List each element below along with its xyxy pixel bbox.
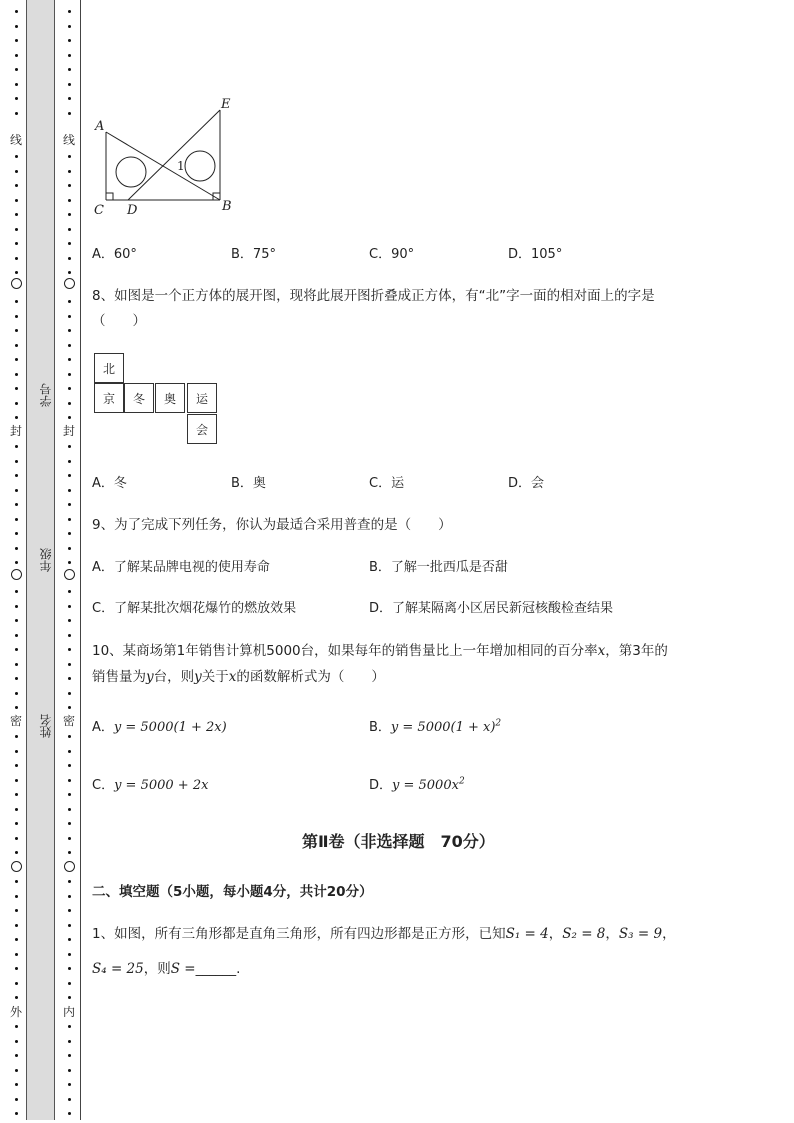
net-cell-bottom: 会	[187, 414, 217, 444]
inner-dot	[68, 184, 71, 187]
inner-dot	[68, 880, 71, 883]
outer-dot	[15, 518, 18, 521]
outer-binding-hole-circle	[11, 278, 22, 289]
inner-dot	[68, 677, 71, 680]
inner-dot	[68, 822, 71, 825]
q9-option-b[interactable]: B．了解一批西瓜是否甜	[369, 560, 508, 575]
inner-binding-line	[80, 0, 81, 1120]
outer-dot	[15, 1025, 18, 1028]
inner-dot	[68, 257, 71, 260]
fill-in-section-heading: 二、填空题（5小题，每小题4分，共计20分）	[92, 884, 373, 900]
outer-dot	[15, 445, 18, 448]
inner-dot	[68, 170, 71, 173]
inner-dot	[68, 938, 71, 941]
inner-dot	[68, 561, 71, 564]
inner-dot	[68, 648, 71, 651]
outer-dot	[15, 692, 18, 695]
inner-dot	[68, 982, 71, 985]
q10-option-d[interactable]: D．$y = 5000x^2$	[369, 776, 465, 793]
label-C: C	[94, 203, 104, 218]
q10-option-b[interactable]: B．$y = 5000(1 + x)^2$	[369, 718, 502, 735]
q8-question-line2: （ ）	[92, 313, 146, 329]
inner-dot	[68, 808, 71, 811]
outer-dot	[15, 851, 18, 854]
outer-dot	[15, 170, 18, 173]
outer-dot	[15, 605, 18, 608]
inner-dot	[68, 895, 71, 898]
inner-dot	[68, 155, 71, 158]
q7-triangle-figure	[88, 92, 248, 222]
inner-dot	[68, 68, 71, 71]
outer-dot	[15, 329, 18, 332]
q7-option-b[interactable]: B．75°	[231, 247, 276, 262]
inner-dot	[68, 474, 71, 477]
outer-dot	[15, 808, 18, 811]
inner-dot	[68, 909, 71, 912]
outer-binding-hole-circle	[11, 569, 22, 580]
q10-question-line2: 销售量为y台，则y关于x的函数解析式为（ ）	[92, 669, 385, 685]
q10-option-c[interactable]: C．y = 5000 + 2x	[92, 778, 209, 793]
outer-dot	[15, 1054, 18, 1057]
q10-option-a[interactable]: A．y = 5000(1 + 2x)	[92, 720, 227, 735]
outer-dot	[15, 706, 18, 709]
outer-dot	[15, 39, 18, 42]
outer-dot	[15, 590, 18, 593]
outer-dot	[15, 880, 18, 883]
outer-dot	[15, 1069, 18, 1072]
outer-dot	[15, 619, 18, 622]
inner-dot	[68, 228, 71, 231]
q10-question-line1: 10、某商场第1年销售计算机5000台，如果每年的销售量比上一年增加相同的百分率x，第3年的	[92, 643, 668, 659]
q8-option-d[interactable]: D．会	[508, 476, 545, 491]
outer-dot	[15, 25, 18, 28]
outer-label-mi: 密	[9, 714, 22, 728]
inner-dot	[68, 750, 71, 753]
outer-dot	[15, 10, 18, 13]
label-angle-1: 1	[177, 159, 185, 173]
inner-dot	[68, 953, 71, 956]
inner-dot	[68, 25, 71, 28]
q7-option-d[interactable]: D．105°	[508, 247, 563, 262]
q9-option-c[interactable]: C．了解某批次烟花爆竹的燃放效果	[92, 601, 297, 616]
outer-dot	[15, 779, 18, 782]
outer-dot	[15, 996, 18, 999]
label-B: B	[222, 199, 232, 214]
inner-dot	[68, 663, 71, 666]
inner-dot	[68, 54, 71, 57]
inner-label-feng: 封	[62, 424, 75, 438]
outer-dot	[15, 344, 18, 347]
outer-dot	[15, 83, 18, 86]
label-A: A	[95, 119, 105, 134]
q8-option-c[interactable]: C．运	[369, 476, 405, 491]
field-grade: 年级	[39, 548, 53, 572]
outer-dot	[15, 532, 18, 535]
inner-dot	[68, 967, 71, 970]
outer-dot	[15, 271, 18, 274]
inner-dot	[68, 199, 71, 202]
outer-label-feng: 封	[9, 424, 22, 438]
q7-option-c[interactable]: C．90°	[369, 247, 415, 262]
inner-dot	[68, 416, 71, 419]
label-E: E	[221, 97, 231, 112]
inner-dot	[68, 358, 71, 361]
circle-left	[116, 157, 146, 187]
inner-dot	[68, 329, 71, 332]
inner-dot	[68, 1054, 71, 1057]
outer-dot	[15, 315, 18, 318]
inner-dot	[68, 619, 71, 622]
fill-q1-line2: S₄ = 25，则S =______.	[92, 961, 241, 977]
outer-dot	[15, 184, 18, 187]
outer-dot	[15, 402, 18, 405]
outer-dot	[15, 909, 18, 912]
inner-dot	[68, 1025, 71, 1028]
outer-dot	[15, 822, 18, 825]
outer-dot	[15, 489, 18, 492]
inner-dot	[68, 996, 71, 999]
inner-dot	[68, 402, 71, 405]
inner-dot	[68, 213, 71, 216]
segment-DE	[128, 110, 220, 200]
outer-dot	[15, 663, 18, 666]
outer-dot	[15, 561, 18, 564]
outer-dot	[15, 1098, 18, 1101]
inner-binding-hole-circle	[64, 278, 75, 289]
inner-binding-hole-circle	[64, 861, 75, 872]
outer-label-xian: 线	[9, 133, 22, 147]
inner-label-nei: 内	[62, 1005, 75, 1019]
outer-dot	[15, 54, 18, 57]
answer-blank[interactable]: ______.	[195, 961, 241, 977]
outer-dot	[15, 735, 18, 738]
inner-dot	[68, 10, 71, 13]
inner-dot	[68, 793, 71, 796]
outer-dot	[15, 1040, 18, 1043]
inner-dot	[68, 605, 71, 608]
part2-title: 第Ⅱ卷（非选择题 70分）	[302, 832, 495, 851]
outer-dot	[15, 677, 18, 680]
outer-dot	[15, 1083, 18, 1086]
inner-dot	[68, 373, 71, 376]
outer-dot	[15, 68, 18, 71]
inner-dot	[68, 83, 71, 86]
inner-dot	[68, 1083, 71, 1086]
inner-dot	[68, 344, 71, 347]
right-angle-C	[106, 193, 113, 200]
outer-binding-hole-circle	[11, 861, 22, 872]
net-cell-row-1: 冬	[124, 383, 154, 413]
inner-dot	[68, 1069, 71, 1072]
field-name: 姓名	[39, 714, 53, 738]
inner-dot	[68, 692, 71, 695]
inner-dot	[68, 532, 71, 535]
inner-dot	[68, 735, 71, 738]
outer-dot	[15, 895, 18, 898]
net-cell-row-3: 运	[187, 383, 217, 413]
inner-dot	[68, 300, 71, 303]
net-cell-row-2: 奥	[155, 383, 185, 413]
inner-dot	[68, 39, 71, 42]
outer-dot	[15, 460, 18, 463]
q9-option-d[interactable]: D．了解某隔离小区居民新冠核酸检查结果	[369, 601, 614, 616]
inner-dot	[68, 1040, 71, 1043]
inner-dot	[68, 489, 71, 492]
inner-dot	[68, 242, 71, 245]
q8-option-a[interactable]: A．冬	[92, 476, 127, 491]
inner-dot	[68, 112, 71, 115]
inner-dot	[68, 387, 71, 390]
outer-dot	[15, 474, 18, 477]
inner-dot	[68, 924, 71, 927]
outer-dot	[15, 793, 18, 796]
outer-dot	[15, 938, 18, 941]
outer-dot	[15, 257, 18, 260]
q7-option-a[interactable]: A．60°	[92, 247, 137, 262]
outer-dot	[15, 112, 18, 115]
inner-dot	[68, 503, 71, 506]
inner-binding-hole-circle	[64, 569, 75, 580]
outer-dot	[15, 97, 18, 100]
outer-dot	[15, 924, 18, 927]
outer-dot	[15, 155, 18, 158]
inner-label-xian: 线	[62, 133, 75, 147]
q9-question: 9、为了完成下列任务，你认为最适合采用普查的是（ ）	[92, 517, 452, 533]
outer-dot	[15, 837, 18, 840]
inner-dot	[68, 706, 71, 709]
inner-label-mi: 密	[62, 714, 75, 728]
inner-dot	[68, 460, 71, 463]
field-student-id: 学号	[39, 383, 53, 407]
inner-dot	[68, 518, 71, 521]
outer-dot	[15, 503, 18, 506]
outer-dot	[15, 387, 18, 390]
outer-dot	[15, 358, 18, 361]
outer-dot	[15, 648, 18, 651]
inner-dot	[68, 851, 71, 854]
outer-dot	[15, 634, 18, 637]
outer-dot	[15, 967, 18, 970]
fill-q1-line1: 1、如图，所有三角形都是直角三角形，所有四边形都是正方形，已知S₁ = 4，S₂ = 8，S₃ = 9，	[92, 926, 676, 942]
outer-dot	[15, 228, 18, 231]
inner-dot	[68, 634, 71, 637]
inner-dot	[68, 445, 71, 448]
net-cell-row-0: 京	[94, 383, 124, 413]
outer-dot	[15, 547, 18, 550]
outer-dot	[15, 373, 18, 376]
outer-dot	[15, 213, 18, 216]
net-cell-top: 北	[94, 353, 124, 383]
outer-dot	[15, 764, 18, 767]
outer-label-wai: 外	[9, 1005, 22, 1019]
inner-dot	[68, 779, 71, 782]
q8-question-line1: 8、如图是一个正方体的展开图，现将此展开图折叠成正方体，有“北”字一面的相对面上的字是	[92, 288, 655, 304]
inner-dot	[68, 315, 71, 318]
inner-dot	[68, 1098, 71, 1101]
inner-dot	[68, 547, 71, 550]
q8-option-b[interactable]: B．奥	[231, 476, 266, 491]
outer-dot	[15, 953, 18, 956]
outer-dot	[15, 199, 18, 202]
circle-right	[185, 151, 215, 181]
inner-dot	[68, 590, 71, 593]
outer-dot	[15, 242, 18, 245]
outer-dot	[15, 982, 18, 985]
inner-dot	[68, 271, 71, 274]
inner-dot	[68, 764, 71, 767]
outer-dot	[15, 1112, 18, 1115]
inner-dot	[68, 837, 71, 840]
outer-dot	[15, 300, 18, 303]
label-D: D	[127, 203, 138, 218]
outer-dot	[15, 416, 18, 419]
inner-dot	[68, 1112, 71, 1115]
q9-option-a[interactable]: A．了解某品牌电视的使用寿命	[92, 560, 270, 575]
inner-dot	[68, 97, 71, 100]
outer-dot	[15, 750, 18, 753]
